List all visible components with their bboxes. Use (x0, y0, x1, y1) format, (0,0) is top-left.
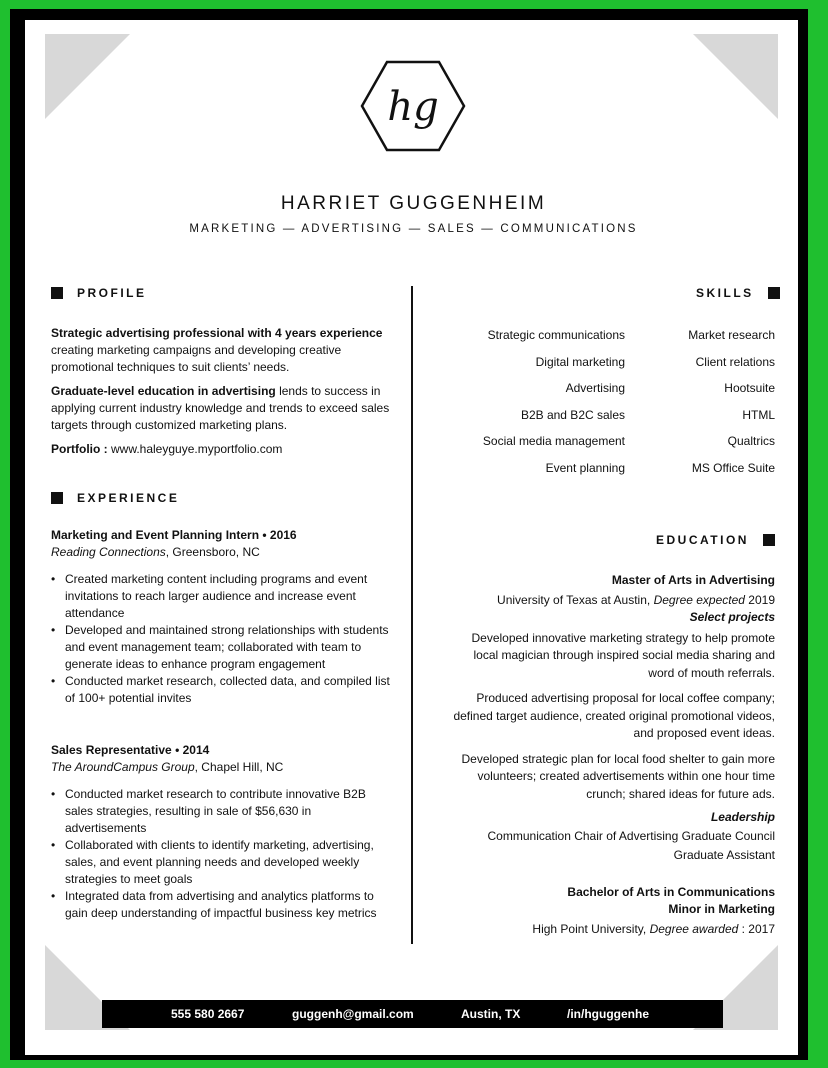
list-item: • Conducted market research to contribute innovative B2B sales strategies, resulting in sale of $56,630 in advertisements (51, 786, 391, 837)
degree-title: Master of Arts in Advertising (611, 573, 775, 587)
skill-item: Social media management (482, 434, 625, 449)
skill-item: Strategic communications (487, 328, 625, 343)
skill-item: Client relations (695, 354, 775, 369)
leadership-item: Graduate Assistant (673, 848, 775, 862)
list-item: • Created marketing content including programs and event invitations to reach larger audience and increase event attendance (51, 571, 391, 622)
monogram-logo (360, 60, 466, 152)
skill-item: Hootsuite (724, 381, 775, 396)
school-name: University of Texas at Austin, (497, 592, 654, 607)
education-heading (656, 533, 775, 547)
job-bullets (51, 571, 391, 707)
job-entry (51, 742, 391, 922)
experience-heading-label: EXPERIENCE (77, 491, 180, 505)
skills-row (455, 322, 775, 349)
contact-footer (102, 1000, 723, 1028)
project-item: Developed strategic plan for local food shelter to gain more volunteers; created advertisements within one hour time crunch; shared ideas for future ads. (461, 751, 775, 801)
school-name: High Point University, (532, 921, 650, 936)
projects-label: Select projects (689, 610, 775, 624)
job-location: , Greensboro, NC (165, 545, 260, 559)
profile-heading-label: PROFILE (77, 286, 147, 300)
monogram-text: hg (387, 84, 439, 130)
job-org (51, 544, 391, 561)
skill-item: MS Office Suite (691, 460, 775, 475)
linkedin-link[interactable]: /in/hguggenhe (567, 1007, 649, 1021)
degree-year: : 2017 (738, 921, 775, 936)
square-icon (763, 534, 775, 546)
resume-page (25, 20, 798, 1055)
degree-note: Degree awarded (649, 921, 739, 936)
square-icon (51, 287, 63, 299)
job-title: Sales Representative • 2014 (51, 743, 210, 757)
job-org (51, 759, 391, 776)
profile-highlight: Strategic advertising professional with 4 years experience (51, 326, 383, 340)
profile-text: lends to success in applying current industry knowledge and trends to exceed sales targets through customized marketing plans. (51, 384, 390, 432)
job-title: Marketing and Event Planning Intern • 2016 (51, 528, 297, 542)
skills-row (455, 349, 775, 376)
profile-heading (51, 286, 147, 300)
skill-item: Qualtrics (727, 434, 775, 449)
square-icon (768, 287, 780, 299)
corner-decoration (693, 34, 778, 119)
skills-row (455, 455, 775, 482)
profile-highlight: Graduate-level education in advertising (51, 384, 276, 398)
candidate-name: HARRIET GUGGENHEIM (280, 193, 547, 214)
square-icon (51, 492, 63, 504)
skills-row (455, 428, 775, 455)
profile-paragraph (51, 325, 391, 376)
skills-heading-label: SKILLS (696, 286, 754, 300)
project-item: Developed innovative marketing strategy to help promote local magician through inspired social media sharing and word of mouth referrals. (471, 630, 775, 680)
skill-item: Event planning (545, 460, 625, 475)
job-entry (51, 527, 391, 707)
skills-row (455, 375, 775, 402)
leadership-label: Leadership (710, 810, 775, 824)
column-divider (411, 286, 413, 944)
profile-paragraph (51, 383, 391, 434)
list-item: • Conducted market research, collected data, and compiled list of 100+ potential invites (51, 673, 391, 707)
skills-heading (696, 286, 780, 300)
profile-text: creating marketing campaigns and developing creative promotional techniques to suit clients’ needs. (51, 343, 342, 374)
list-item: • Integrated data from advertising and analytics platforms to gain deep understanding of impactful business key metrics (51, 888, 391, 922)
tagline: MARKETING — ADVERTISING — SALES — COMMUNICATIONS (189, 223, 638, 235)
email-link[interactable]: guggenh@gmail.com (292, 1007, 414, 1021)
corner-decoration (45, 34, 130, 119)
education-heading-label: EDUCATION (656, 533, 749, 547)
skills-row (455, 402, 775, 429)
skill-item: Digital marketing (535, 354, 625, 369)
minor-title: Minor in Marketing (668, 902, 775, 916)
location-text: Austin, TX (461, 1007, 521, 1021)
phone-number[interactable]: 555 580 2667 (171, 1007, 245, 1021)
skill-item: Market research (688, 328, 775, 343)
degree-title: Bachelor of Arts in Communications (567, 884, 775, 899)
job-org-name: The AroundCampus Group (51, 760, 195, 774)
profile-section (51, 325, 391, 465)
list-item: • Developed and maintained strong relationships with students and event management team; collaborated with team to generate ideas to enhance program engagement (51, 622, 391, 673)
job-location: , Chapel Hill, NC (194, 760, 284, 774)
skill-item: HTML (742, 407, 775, 422)
list-item: • Collaborated with clients to identify marketing, advertising, sales, and event planning needs and developed weekly strategies to meet goals (51, 837, 391, 888)
degree-note: Degree expected (653, 592, 745, 607)
skills-grid (455, 322, 775, 481)
school-line (445, 921, 775, 939)
skill-item: Advertising (565, 381, 625, 396)
degree-year: 2019 (744, 592, 775, 607)
experience-heading (51, 491, 179, 505)
skill-item: B2B and B2C sales (520, 407, 625, 422)
project-item: Produced advertising proposal for local coffee company; defined target audience, created original promotional videos, and proposed event ideas. (453, 691, 775, 740)
school-line (445, 592, 775, 610)
portfolio-line (51, 441, 391, 458)
education-section (445, 572, 775, 938)
job-org-name: Reading Connections (51, 545, 166, 559)
portfolio-label: Portfolio : (51, 442, 108, 456)
leadership-item: Communication Chair of Advertising Graduate Council (487, 828, 775, 843)
job-bullets (51, 786, 391, 922)
portfolio-link[interactable]: www.haleyguye.myportfolio.com (107, 442, 283, 456)
